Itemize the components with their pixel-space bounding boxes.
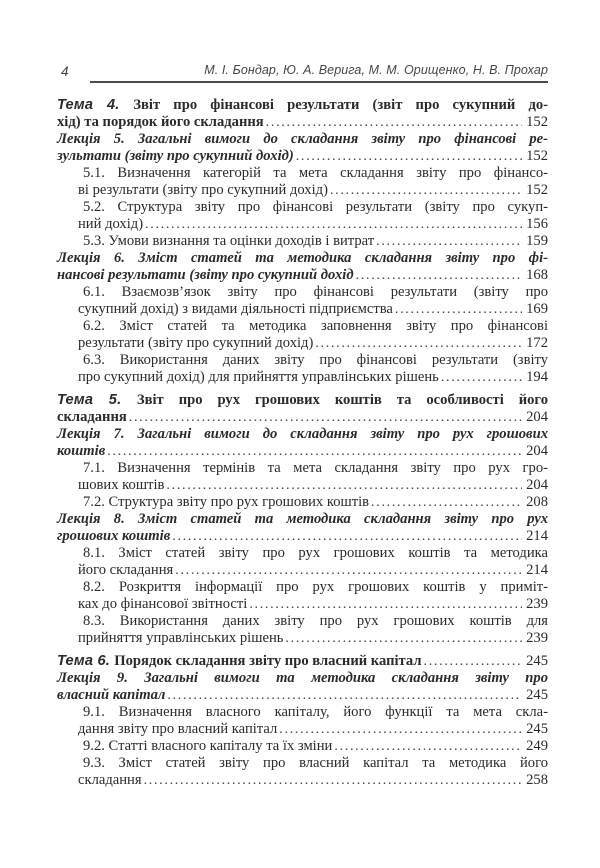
toc-entry-text: 5.3. Умови визнання та оцінки доходів і витрат [83, 233, 375, 249]
toc-entry-line [78, 284, 548, 301]
toc-entry-line [78, 216, 548, 233]
toc-page-number: 172 [526, 335, 548, 351]
toc-entry [78, 352, 548, 386]
toc-entry-line [57, 670, 548, 687]
dot-leader [175, 562, 522, 579]
toc-entry-line [57, 392, 548, 409]
toc-page-number: 194 [526, 369, 548, 385]
toc-entry-line [78, 352, 548, 369]
toc-entry-line [78, 165, 548, 182]
toc-entry-text: 7.2. Структура звіту про рух грошових коштів [83, 494, 370, 510]
toc-entry-text: Тема 6. Порядок складання звіту про власний капітал [57, 653, 422, 669]
toc-entry-line [78, 596, 548, 613]
toc-entry [57, 97, 548, 131]
toc-entry-text: 6.1. Взаємозв’язок звіту про фінансові результати (звіту про [83, 284, 548, 300]
toc-entry-line [57, 687, 548, 704]
toc-entry-line [57, 426, 548, 443]
dot-leader [285, 630, 522, 647]
dot-leader [376, 233, 522, 250]
dot-leader [334, 738, 522, 755]
toc-entry-line [57, 528, 548, 545]
dot-leader [330, 182, 522, 199]
dot-leader [145, 216, 522, 233]
toc-entry-text: 9.1. Визначення власного капіталу, його функції та мета скла- [83, 704, 548, 720]
toc-entry-prefix: Тема 6. [57, 653, 115, 669]
toc-entry-text: 9.2. Статті власного капіталу та їх зміни [83, 738, 333, 754]
dot-leader [356, 267, 522, 284]
page-number: 4 [61, 64, 69, 79]
toc-entry-line [78, 477, 548, 494]
toc-entry-text: дання звіту про власний капітал [78, 721, 278, 737]
toc-page-number: 159 [526, 233, 548, 249]
toc-entry [57, 511, 548, 545]
dot-leader [424, 653, 522, 670]
toc-entry [78, 738, 548, 755]
dot-leader [266, 114, 522, 131]
toc-entry-text: Лекція 5. Загальні вимоги до складання звіту про фінансові ре- [57, 131, 548, 147]
toc-entry-line [57, 267, 548, 284]
toc-page-number: 239 [526, 596, 548, 612]
dot-leader [441, 369, 522, 386]
toc-entry-text: про сукупний дохід) для прийняття управлінських рішень [78, 369, 439, 385]
dot-leader [144, 772, 522, 789]
toc-entry-text: ках до фінансової звітності [78, 596, 248, 612]
toc-entry [57, 131, 548, 165]
toc-entry-line [78, 721, 548, 738]
toc-entry-text: 8.2. Розкриття інформації про рух грошових коштів у приміт- [83, 579, 548, 595]
toc-page-number: 258 [526, 772, 548, 788]
toc-entry-text: Лекція 6. Зміст статей та методика складання звіту про фі- [57, 250, 548, 266]
toc-entry-prefix: Тема 4. [57, 97, 134, 113]
toc-entry [78, 704, 548, 738]
toc-entry-text: коштів [57, 443, 106, 459]
toc-page-number: 239 [526, 630, 548, 646]
toc-entry-text: шових коштів [78, 477, 165, 493]
toc-entry [78, 460, 548, 494]
toc-page-number: 245 [526, 653, 548, 669]
toc-entry [78, 613, 548, 647]
toc-entry-line [78, 460, 548, 477]
toc-entry-line [78, 369, 548, 386]
toc-page-number: 156 [526, 216, 548, 232]
toc-entry [78, 545, 548, 579]
toc-entry-text: Лекція 9. Загальні вимоги та методика складання звіту про [57, 670, 548, 686]
toc-page-number: 152 [526, 182, 548, 198]
toc-entry-line [57, 653, 548, 670]
toc-entry-line [57, 148, 548, 165]
toc-page-number: 204 [526, 409, 548, 425]
dot-leader [279, 721, 522, 738]
toc-entry-text: грошових коштів [57, 528, 171, 544]
toc-entry-line [57, 409, 548, 426]
toc-entry-line [78, 562, 548, 579]
toc-entry [78, 755, 548, 789]
toc-entry-text: 9.3. Зміст статей звіту про власний капітал та методика його [83, 755, 548, 771]
toc-page-number: 245 [526, 721, 548, 737]
toc-page-number: 249 [526, 738, 548, 754]
toc-entry-line [78, 335, 548, 352]
toc-entry-text: зультати (звіту про сукупний дохід) [57, 148, 294, 164]
toc-page-number: 208 [526, 494, 548, 510]
dot-leader [172, 528, 522, 545]
toc-page-number: 214 [526, 528, 548, 544]
dot-leader [315, 335, 522, 352]
toc-entry-text: ві результати (звіту про сукупний дохід) [78, 182, 328, 198]
running-head-authors: М. І. Бондар, Ю. А. Верига, М. М. Орищенко, Н. В. Прохар [90, 63, 548, 83]
dot-leader [249, 596, 522, 613]
toc-entry-text: сукупний дохід) з видами діяльності підприємства [78, 301, 393, 317]
toc-entry-text: 5.1. Визначення категорій та мета складання звіту про фінансо- [83, 165, 548, 181]
toc-entry-line [57, 131, 548, 148]
toc-entry-line [78, 630, 548, 647]
toc-entry-text: Лекція 7. Загальні вимоги до складання звіту про рух грошових [57, 426, 548, 442]
toc-entry-text: хід) та порядок його складання [57, 114, 264, 130]
toc-entry-text: 5.2. Структура звіту про фінансові результати (звіту про сукуп- [83, 199, 548, 215]
toc-page-number: 168 [526, 267, 548, 283]
toc-page-number: 152 [526, 114, 548, 130]
toc-entry [78, 318, 548, 352]
toc-entry-line [78, 738, 548, 755]
toc-entry [78, 165, 548, 199]
dot-leader [395, 301, 522, 318]
toc-entry-text: 6.2. Зміст статей та методика заповнення звіту про фінансові [83, 318, 548, 334]
dot-leader [167, 687, 522, 704]
toc-entry [57, 670, 548, 704]
toc-entry-text: 7.1. Визначення термінів та мета складання звіту про рух гро- [83, 460, 548, 476]
toc-entry-text: 6.3. Використання даних звіту про фінансові результати (звіту [83, 352, 548, 368]
dot-leader [129, 409, 522, 426]
toc-entry-line [78, 545, 548, 562]
toc-entry-text: власний капітал [57, 687, 166, 703]
toc-entry [57, 653, 548, 670]
toc-page-number: 204 [526, 477, 548, 493]
dot-leader [371, 494, 522, 511]
table-of-contents [57, 97, 548, 789]
toc-entry-text: 8.1. Зміст статей звіту про рух грошових коштів та методика [83, 545, 548, 561]
toc-page-number: 204 [526, 443, 548, 459]
toc-entry-text: Тема 5. Звіт про рух грошових коштів та особливості його [57, 392, 548, 408]
toc-entry-line [78, 772, 548, 789]
running-header [57, 63, 548, 83]
toc-entry [57, 250, 548, 284]
toc-entry-line [57, 114, 548, 131]
toc-entry-line [78, 704, 548, 721]
toc-entry-line [57, 97, 548, 114]
toc-entry-line [78, 199, 548, 216]
toc-entry-line [78, 613, 548, 630]
toc-entry-line [78, 301, 548, 318]
toc-entry-text: результати (звіту про сукупний дохід) [78, 335, 314, 351]
dot-leader [296, 148, 522, 165]
toc-page-number: 214 [526, 562, 548, 578]
toc-entry-text: Тема 4. Звіт про фінансові результати (звіт про сукупний до- [57, 97, 548, 113]
toc-entry-text: нансові результати (звіту про сукупний дохід [57, 267, 354, 283]
toc-entry [57, 392, 548, 426]
dot-leader [166, 477, 522, 494]
toc-entry-text: складання [57, 409, 127, 425]
toc-entry-text: його складання [78, 562, 174, 578]
toc-entry-line [78, 579, 548, 596]
toc-entry [78, 233, 548, 250]
toc-entry [78, 284, 548, 318]
toc-entry-prefix: Тема 5. [57, 392, 137, 408]
toc-entry [78, 494, 548, 511]
toc-entry-text: складання [78, 772, 142, 788]
dot-leader [107, 443, 522, 460]
toc-entry-text: ний дохід) [78, 216, 144, 232]
toc-entry [57, 426, 548, 460]
toc-entry-line [78, 494, 548, 511]
toc-page-number: 169 [526, 301, 548, 317]
toc-entry-line [78, 233, 548, 250]
toc-entry-text: Лекція 8. Зміст статей та методика складання звіту про рух [57, 511, 548, 527]
toc-entry [78, 579, 548, 613]
toc-entry-line [78, 318, 548, 335]
toc-page-number: 152 [526, 148, 548, 164]
toc-entry [78, 199, 548, 233]
toc-entry-text: 8.3. Використання даних звіту про рух грошових коштів для [83, 613, 548, 629]
toc-entry-line [57, 443, 548, 460]
toc-entry-text: прийняття управлінських рішень [78, 630, 284, 646]
toc-entry-line [78, 755, 548, 772]
toc-entry-line [57, 250, 548, 267]
toc-entry-line [57, 511, 548, 528]
toc-page-number: 245 [526, 687, 548, 703]
toc-entry-line [78, 182, 548, 199]
